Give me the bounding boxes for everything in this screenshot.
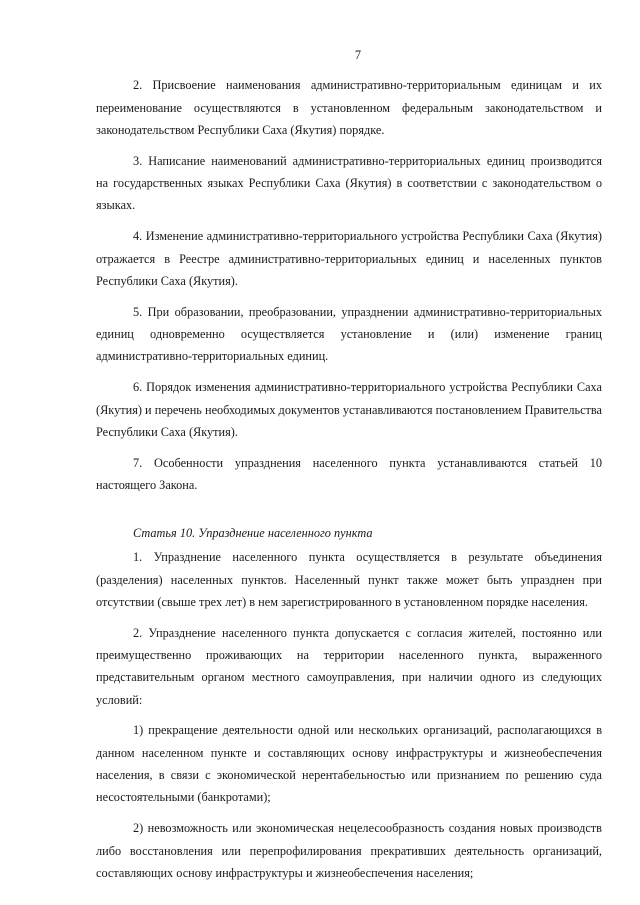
paragraph-item-6: 6. Порядок изменения административно-территориального устройства Республики Саха (Якутия) и перечень необходимых документов устанавливаются постановлением Правительства Республики Саха (Якутия).	[96, 380, 602, 439]
article-subitem-1: 1) прекращение деятельности одной или нескольких организаций, располагающихся в данном населенном пункте и составляющих основу инфраструктуры и жизнеобеспечения населения, в связи с экономической нерентабельностью или признанием по решению суда несостоятельными (банкротами);	[96, 723, 602, 805]
article-subitem-2: 2) невозможность или экономическая нецелесообразность создания новых производств либо восстановления или перепрофилирования прекративших деятельность организаций, составляющих основу инфраструктуры и жизнеобеспечения населения;	[96, 821, 602, 880]
article-paragraph-1: 1. Упразднение населенного пункта осуществляется в результате объединения (разделения) населенных пунктов. Населенный пункт также может быть упразднен при отсутствии (свыше трех лет) в нем зарегистрированного в установленном порядке населения.	[96, 550, 602, 609]
article-paragraph-2: 2. Упразднение населенного пункта допускается с согласия жителей, постоянно или преимущественно проживающих на территории населенного пункта, выраженного представительным органом местного самоуправления, при наличии одного из следующих условий:	[96, 625, 602, 707]
paragraph-item-5: 5. При образовании, преобразовании, упразднении административно-территориальных единиц одновременно осуществляется установление и (или) изменение границ административно-территориальных единиц.	[96, 304, 602, 364]
section-spacer	[96, 505, 602, 522]
paragraph-item-3: 3. Написание наименований административно-территориальных единиц производится на государственных языках Республики Саха (Якутия) в соответствии с законодательством о языках.	[96, 153, 602, 213]
page-number: 7	[354, 48, 362, 62]
paragraph-item-2: 2. Присвоение наименования административно-территориальным единицам и их переименование осуществляются в установленном федеральным законодательством и законодательством Республики Саха (Якутия) порядке.	[96, 78, 602, 137]
paragraph-item-7: 7. Особенности упразднения населенного пункта устанавливаются статьей 10 настоящего Закона.	[96, 455, 602, 493]
paragraph-item-4: 4. Изменение административно-территориального устройства Республики Саха (Якутия) отражается в Реестре административно-территориальных единиц и населенных пунктов Республики Саха (Якутия).	[96, 229, 602, 288]
article-heading: Статья 10. Упразднение населенного пункта	[133, 525, 373, 540]
